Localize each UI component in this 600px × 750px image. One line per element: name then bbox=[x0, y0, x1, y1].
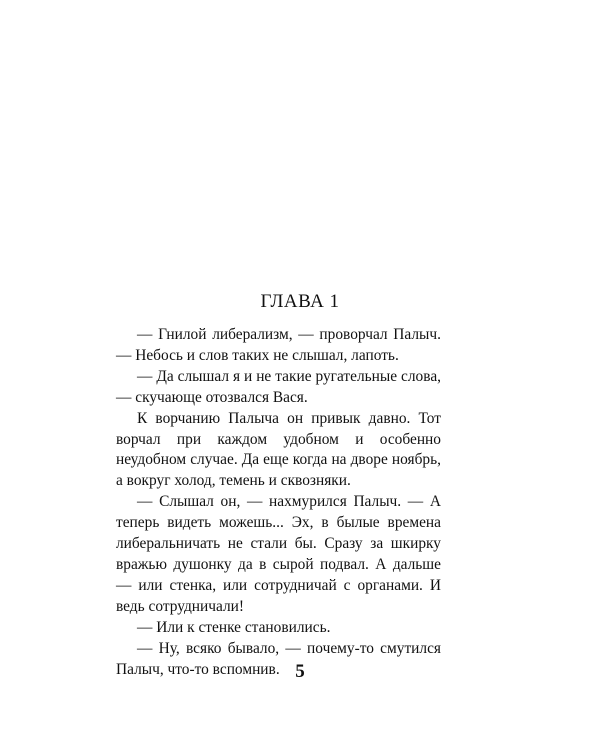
paragraph: — Слышал он, — нахмурился Палыч. — А теперь видеть можешь... Эх, в былые времена либеральничать не стали бы. Сразу за шкирку вражью душонку да в сырой подвал. А дальше — или стенка, или сотрудничай с органами. И ведь сотрудничали! bbox=[116, 493, 441, 615]
paragraph: — Ну, всяко бывало, — почему-то смутился Палыч, что-то вспомнив. bbox=[116, 639, 441, 678]
paragraph: — Или к стенке становились. bbox=[137, 618, 331, 636]
paragraph: К ворчанию Палыча он привык давно. Тот ворчал при каждом удобном и особенно неудобном случае. Да еще когда на дворе ноябрь, а вокруг холод, темень и сквозняки. bbox=[116, 409, 441, 490]
body-text bbox=[116, 325, 441, 680]
paragraph: — Да слышал я и не такие ругательные слова, — скучающе отозвался Вася. bbox=[116, 367, 441, 406]
chapter-title: ГЛАВА 1 bbox=[260, 291, 340, 312]
paragraph: — Гнилой либерализм, — проворчал Палыч. — Небось и слов таких не слышал, лапоть. bbox=[116, 326, 441, 364]
page-number: 5 bbox=[295, 661, 305, 682]
